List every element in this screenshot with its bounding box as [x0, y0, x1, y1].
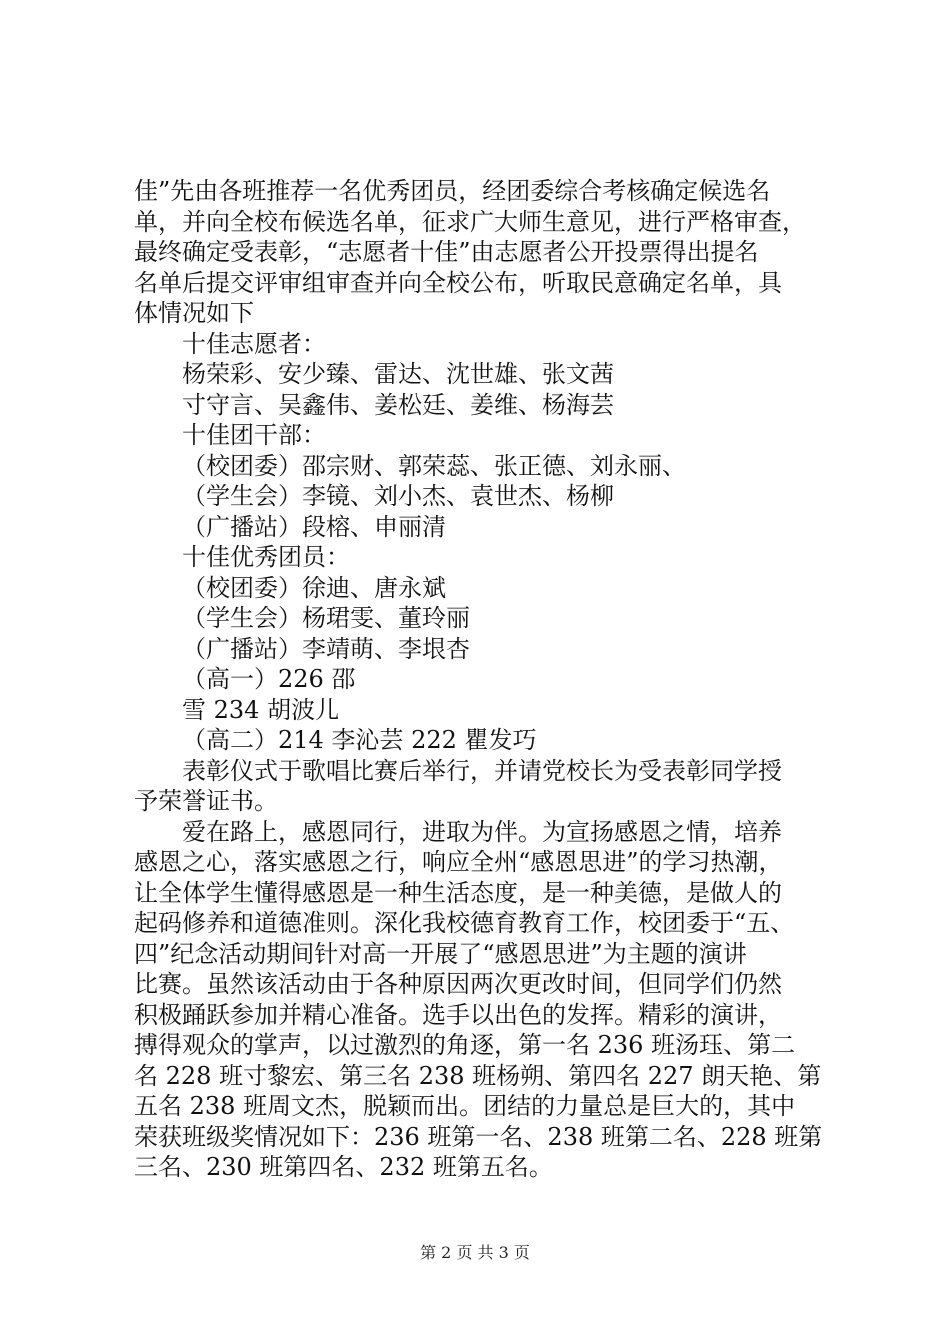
name-list-line: （广播站）段榕、申丽清: [182, 512, 446, 541]
section-heading: 十佳优秀团员：: [182, 543, 350, 571]
paragraph-line: 积极踊跃参加并精心准备。选手以出色的发挥。精彩的演讲，: [134, 1000, 782, 1029]
paragraph-line: 让全体学生懂得感恩是一种生活态度，是一种美德，是做人的: [134, 878, 782, 907]
text-line: 单，并向全校布候选名单，征求广大师生意见，进行严格审查，: [134, 207, 806, 236]
name-list-line: （学生会）杨珺雯、董玲丽: [182, 604, 470, 632]
section-heading: 十佳团干部：: [182, 421, 326, 449]
name-list-line: 杨荣彩、安少臻、雷达、沈世雄、张文茜: [182, 360, 614, 388]
name-list-line: 雪 234 胡波儿: [182, 695, 340, 724]
paragraph-line: 荣获班级奖情况如下：236 班第一名、238 班第二名、228 班第: [134, 1122, 823, 1151]
page-footer: [0, 1243, 950, 1263]
name-list-line: （高一）226 邵: [182, 665, 356, 693]
name-list-line: 寸守言、吴鑫伟、姜松廷、姜维、杨海芸: [182, 390, 614, 419]
name-list-line: （校团委）邵宗财、郭荣蕊、张正德、刘永丽、: [182, 451, 686, 480]
paragraph-line: 起码修养和道德准则。深化我校德育教育工作，校团委于“五、: [134, 909, 795, 937]
text-line: 体情况如下: [134, 299, 254, 327]
paragraph-line: 爱在路上，感恩同行，进取为伴。为宣扬感恩之情，培养: [182, 817, 782, 846]
paragraph-line: 五名 238 班周文杰，脱颖而出。团结的力量总是巨大的，其中: [134, 1092, 796, 1120]
name-list-line: （学生会）李镜、刘小杰、袁世杰、杨柳: [182, 482, 614, 510]
document-body: [134, 176, 834, 1183]
paragraph-line: 四”纪念活动期间针对高一开展了“感恩思进”为主题的演讲: [134, 939, 747, 968]
paragraph-line: 三名、230 班第四名、232 班第五名。: [134, 1153, 553, 1181]
paragraph-line: 比赛。虽然该活动由于各种原因两次更改时间，但同学们仍然: [134, 970, 782, 998]
name-list-line: （高二）214 李沁芸 222 瞿发巧: [182, 726, 537, 754]
paragraph-line: 予荣誉证书。: [134, 787, 278, 815]
name-list-line: （校团委）徐迪、唐永斌: [182, 573, 446, 602]
name-list-line: （广播站）李靖萌、李垠杏: [182, 634, 470, 663]
text-line: 最终确定受表彰，“志愿者十佳”由志愿者公开投票得出提名: [134, 238, 759, 266]
section-heading: 十佳志愿者：: [182, 329, 326, 358]
page-number: 第 2 页 共 3 页: [420, 1243, 530, 1262]
paragraph-line: 感恩之心，落实感恩之行，响应全州“感恩思进”的学习热潮，: [134, 848, 783, 876]
text-line: 佳”先由各班推荐一名优秀团员，经团委综合考核确定候选名: [134, 177, 771, 205]
text-line: 名单后提交评审组审查并向全校公布，听取民意确定名单，具: [134, 268, 782, 297]
paragraph-line: 名 228 班寸黎宏、第三名 238 班杨朔、第四名 227 朗天艳、第: [134, 1061, 822, 1090]
paragraph-line: 搏得观众的掌声，以过激烈的角逐，第一名 236 班汤珏、第二: [134, 1031, 796, 1059]
paragraph-line: 表彰仪式于歌唱比赛后举行，并请党校长为受表彰同学授: [182, 756, 782, 785]
